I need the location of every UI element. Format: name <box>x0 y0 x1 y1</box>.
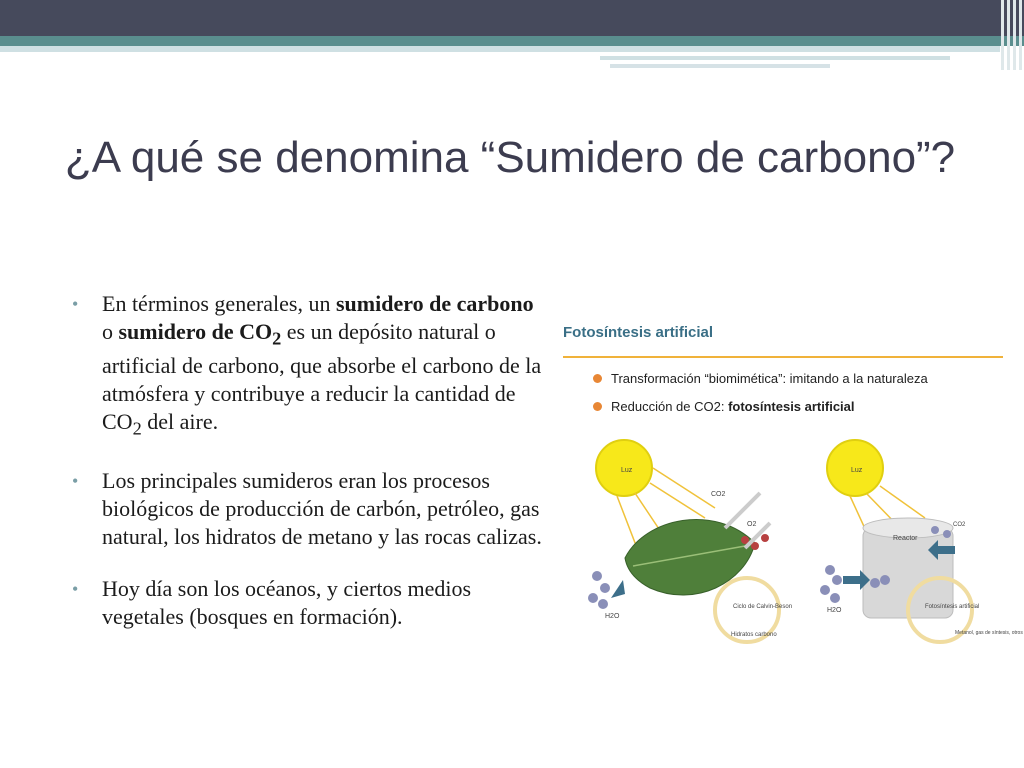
arrow-icon <box>611 580 625 598</box>
header-stripes <box>994 0 1024 70</box>
header-bar-light-2 <box>600 56 950 60</box>
svg-text:CO2: CO2 <box>711 491 726 498</box>
svg-text:H2O: H2O <box>827 607 842 614</box>
artificial-photosynthesis-figure: Fotosíntesis artificial Transformación “biomimética”: imitando a la naturaleza Reducción de CO2: fotosíntesis artificial Luz CO2 O2 H2O Ciclo de Calvin-Beson Hidratos carbono Luz Reactor CO2 H2O Fotosíntesis artificial Metanol, gas de síntesis, otros <box>555 318 1010 643</box>
svg-text:Reactor: Reactor <box>893 535 918 542</box>
svg-text:CO2: CO2 <box>953 522 966 528</box>
figure-title: Fotosíntesis artificial <box>563 324 714 341</box>
svg-text:Ciclo de Calvin-Beson: Ciclo de Calvin-Beson <box>733 604 793 610</box>
leaf-icon <box>625 519 755 595</box>
svg-text:Luz: Luz <box>621 467 633 474</box>
svg-text:O2: O2 <box>747 521 757 528</box>
svg-text:Metanol, gas de síntesis, otro: Metanol, gas de síntesis, otros <box>955 630 1023 636</box>
bullet-item-2: • Los principales sumideros eran los procesos biológicos de producción de carbón, petróleo, gas natural, los hidratos de metano y las rocas calizas. <box>72 467 542 551</box>
figure-illustration <box>555 318 1023 643</box>
header-bar-teal <box>0 36 1024 46</box>
svg-text:Hidratos carbono: Hidratos carbono <box>731 632 777 638</box>
bullet-item-3: • Hoy día son los océanos, y ciertos medios vegetales (bosques en formación). <box>72 575 542 631</box>
bullet-list <box>72 290 542 655</box>
header-bar-light <box>0 46 1000 52</box>
svg-text:Fotosíntesis artificial: Fotosíntesis artificial <box>925 604 980 610</box>
svg-text:Luz: Luz <box>851 467 863 474</box>
slide-title: ¿A qué se denomina “Sumidero de carbono”? <box>64 133 956 182</box>
bullet-item-1: • En términos generales, un sumidero de carbono o sumidero de $CO_2$ es un depósito natural o artificial de carbono, que absorbe el carbono de la atmósfera y contribuye a reducir la cantidad de $CO_2$ del aire. <box>72 290 542 443</box>
svg-text:H2O: H2O <box>605 613 620 620</box>
header-bar-light-3 <box>610 64 830 68</box>
header-bar-dark <box>0 0 1024 36</box>
